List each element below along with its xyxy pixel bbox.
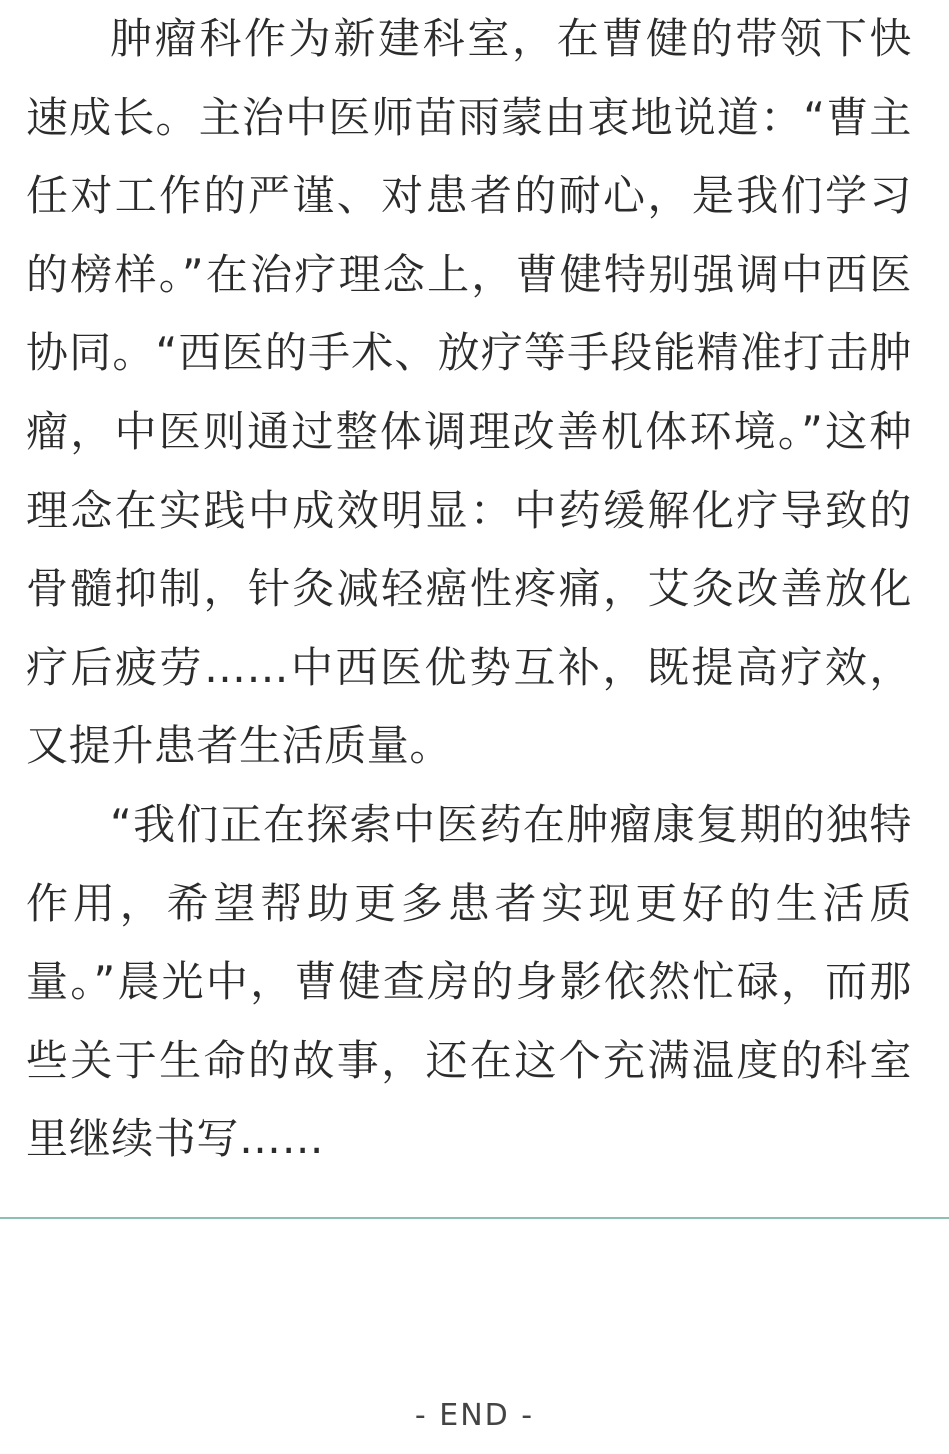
paragraph-1: 肿瘤科作为新建科室，在曹健的带领下快速成长。主治中医师苗雨蒙由衷地说道：“曹主任对工作的严谨、对患者的耐心，是我们学习的榜样。”在治疗理念上，曹健特别强调中西医协同。“西医的手术、放疗等手段能精准打击肿瘤，中医则通过整体调理改善机体环境。”这种理念在实践中成效明显：中药缓解化疗导致的骨髓抑制，针灸减轻癌性疼痛，艾灸改善放化疗后疲劳……中西医优势互补，既提高疗效，又提升患者生活质量。 <box>26 14 912 771</box>
end-marker: - END - <box>414 1398 535 1433</box>
paragraph-2: “我们正在探索中医药在肿瘤康复期的独特作用，希望帮助更多患者实现更好的生活质量。”晨光中，曹健查房的身影依然忙碌，而那些关于生命的故事，还在这个充满温度的科室里继续书写…… <box>26 799 912 1164</box>
section-divider <box>0 1217 949 1219</box>
article-body <box>26 0 912 1179</box>
